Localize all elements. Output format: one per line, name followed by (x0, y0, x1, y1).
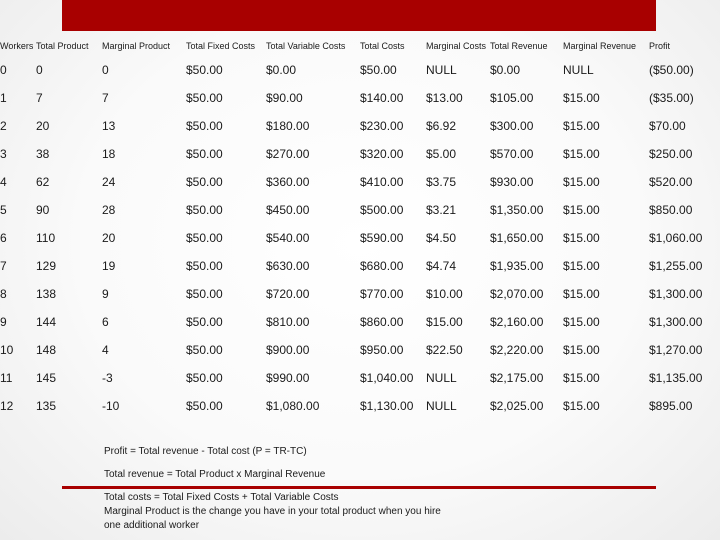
cell-total-revenue: $1,650.00 (490, 231, 544, 245)
cell-total-product: 0 (36, 63, 43, 77)
cell-total-variable-costs: $900.00 (266, 343, 310, 357)
cell-total-fixed-costs: $50.00 (186, 399, 223, 413)
cell-marginal-revenue: $15.00 (563, 259, 600, 273)
header-marginal-product: Marginal Product (102, 41, 171, 51)
cell-marginal-costs: $5.00 (426, 147, 457, 161)
cell-total-product: 145 (36, 371, 57, 385)
cell-marginal-revenue: $15.00 (563, 315, 600, 329)
production-cost-table (0, 36, 720, 420)
cell-marginal-product: 24 (102, 175, 116, 189)
cell-total-product: 38 (36, 147, 50, 161)
cell-workers: 2 (0, 119, 7, 133)
header-workers: Workers (0, 41, 34, 51)
cell-total-revenue: $2,025.00 (490, 399, 544, 413)
cell-marginal-revenue: $15.00 (563, 175, 600, 189)
note-total-costs-formula: Total costs = Total Fixed Costs + Total Variable Costs (104, 492, 339, 503)
cell-total-costs: $140.00 (360, 91, 404, 105)
cell-total-variable-costs: $360.00 (266, 175, 310, 189)
cell-total-revenue: $930.00 (490, 175, 534, 189)
cell-marginal-product: 20 (102, 231, 116, 245)
cell-total-product: 135 (36, 399, 57, 413)
cell-total-product: 110 (36, 231, 56, 245)
cell-workers: 6 (0, 231, 7, 245)
note-marginal-product-definition: Marginal Product is the change you have in your total product when you hire (104, 506, 441, 517)
cell-total-product: 7 (36, 91, 43, 105)
cell-marginal-product: 19 (102, 259, 116, 273)
cell-workers: 8 (0, 287, 7, 301)
cell-marginal-costs: $4.50 (426, 231, 457, 245)
cell-workers: 7 (0, 259, 7, 273)
cell-marginal-product: 18 (102, 147, 116, 161)
note-profit-formula: Profit = Total revenue - Total cost (P = TR-TC) (104, 446, 307, 457)
cell-total-revenue: $2,175.00 (490, 371, 544, 385)
cell-workers: 5 (0, 203, 7, 217)
table-row (0, 168, 720, 196)
cell-marginal-product: 6 (102, 315, 109, 329)
cell-workers: 0 (0, 63, 7, 77)
cell-profit: $1,300.00 (649, 287, 703, 301)
table-row (0, 364, 720, 392)
cell-profit: $1,060.00 (649, 231, 703, 245)
cell-marginal-costs: $4.74 (426, 259, 457, 273)
cell-marginal-costs: NULL (426, 371, 457, 385)
cell-total-costs: $500.00 (360, 203, 404, 217)
cell-total-revenue: $300.00 (490, 119, 534, 133)
cell-total-fixed-costs: $50.00 (186, 315, 223, 329)
cell-total-fixed-costs: $50.00 (186, 63, 223, 77)
cell-profit: $520.00 (649, 175, 693, 189)
cell-marginal-product: 4 (102, 343, 109, 357)
cell-total-variable-costs: $450.00 (266, 203, 310, 217)
cell-profit: $895.00 (649, 399, 693, 413)
cell-marginal-costs: $6.92 (426, 119, 457, 133)
note-total-revenue-formula: Total revenue = Total Product x Marginal Revenue (104, 469, 326, 480)
cell-total-variable-costs: $720.00 (266, 287, 310, 301)
cell-total-variable-costs: $1,080.00 (266, 399, 320, 413)
cell-total-product: 90 (36, 203, 50, 217)
cell-total-revenue: $570.00 (490, 147, 534, 161)
cell-marginal-product: 28 (102, 203, 116, 217)
cell-total-costs: $410.00 (360, 175, 404, 189)
cell-total-fixed-costs: $50.00 (186, 175, 223, 189)
cell-total-fixed-costs: $50.00 (186, 91, 223, 105)
header-marginal-costs: Marginal Costs (426, 41, 487, 51)
cell-marginal-revenue: $15.00 (563, 119, 600, 133)
cell-marginal-product: 0 (102, 63, 109, 77)
cell-total-product: 129 (36, 259, 57, 273)
table-row (0, 336, 720, 364)
cell-marginal-costs: $10.00 (426, 287, 463, 301)
table-row (0, 392, 720, 420)
table-row (0, 224, 720, 252)
table-header-row (0, 36, 720, 56)
cell-total-revenue: $1,350.00 (490, 203, 544, 217)
cell-workers: 10 (0, 343, 14, 357)
header-marginal-revenue: Marginal Revenue (563, 41, 637, 51)
cell-total-costs: $230.00 (360, 119, 404, 133)
table-row (0, 56, 720, 84)
cell-profit: $250.00 (649, 147, 693, 161)
cell-total-variable-costs: $540.00 (266, 231, 310, 245)
cell-profit: ($35.00) (649, 91, 694, 105)
cell-marginal-product: -3 (102, 371, 113, 385)
cell-total-product: 20 (36, 119, 50, 133)
cell-marginal-revenue: $15.00 (563, 287, 600, 301)
cell-marginal-costs: NULL (426, 399, 457, 413)
cell-total-variable-costs: $990.00 (266, 371, 310, 385)
cell-total-variable-costs: $90.00 (266, 91, 303, 105)
header-profit: Profit (649, 41, 671, 51)
cell-profit: $70.00 (649, 119, 686, 133)
header-total-fixed-costs: Total Fixed Costs (186, 41, 256, 51)
cell-total-revenue: $2,220.00 (490, 343, 544, 357)
cell-workers: 3 (0, 147, 7, 161)
cell-total-costs: $590.00 (360, 231, 404, 245)
header-total-costs: Total Costs (360, 41, 405, 51)
cell-workers: 12 (0, 399, 14, 413)
cell-profit: $1,300.00 (649, 315, 703, 329)
title-banner (62, 0, 656, 31)
cell-total-costs: $860.00 (360, 315, 404, 329)
table-body (0, 56, 720, 420)
cell-total-variable-costs: $810.00 (266, 315, 310, 329)
cell-total-variable-costs: $630.00 (266, 259, 310, 273)
cell-profit: $1,270.00 (649, 343, 703, 357)
cell-total-revenue: $1,935.00 (490, 259, 544, 273)
cell-marginal-revenue: $15.00 (563, 231, 600, 245)
cell-marginal-product: 7 (102, 91, 109, 105)
cell-total-costs: $770.00 (360, 287, 404, 301)
cell-profit: $1,135.00 (649, 371, 703, 385)
cell-total-product: 138 (36, 287, 57, 301)
cell-total-fixed-costs: $50.00 (186, 259, 223, 273)
cell-marginal-revenue: $15.00 (563, 343, 600, 357)
cell-marginal-revenue: NULL (563, 63, 594, 77)
table-row (0, 252, 720, 280)
table-row (0, 140, 720, 168)
cell-marginal-costs: $3.75 (426, 175, 457, 189)
cell-marginal-revenue: $15.00 (563, 91, 600, 105)
cell-workers: 9 (0, 315, 7, 329)
cell-total-fixed-costs: $50.00 (186, 119, 223, 133)
note-marginal-product-definition-cont: one additional worker (104, 520, 200, 531)
cell-total-revenue: $2,070.00 (490, 287, 544, 301)
cell-total-fixed-costs: $50.00 (186, 203, 223, 217)
cell-marginal-costs: $13.00 (426, 91, 463, 105)
cell-total-costs: $50.00 (360, 63, 397, 77)
cell-marginal-revenue: $15.00 (563, 203, 600, 217)
divider-rule (62, 486, 656, 489)
header-total-revenue: Total Revenue (490, 41, 548, 51)
cell-total-variable-costs: $270.00 (266, 147, 310, 161)
cell-total-costs: $320.00 (360, 147, 404, 161)
table-row (0, 84, 720, 112)
cell-profit: ($50.00) (649, 63, 694, 77)
cell-total-product: 144 (36, 315, 57, 329)
cell-marginal-revenue: $15.00 (563, 371, 600, 385)
cell-workers: 11 (0, 371, 13, 385)
cell-profit: $1,255.00 (649, 259, 703, 273)
cell-marginal-costs: NULL (426, 63, 457, 77)
cell-total-costs: $1,130.00 (360, 399, 414, 413)
cell-marginal-product: -10 (102, 399, 120, 413)
cell-total-costs: $680.00 (360, 259, 404, 273)
cell-total-costs: $1,040.00 (360, 371, 414, 385)
table-row (0, 280, 720, 308)
cell-marginal-revenue: $15.00 (563, 399, 600, 413)
cell-marginal-product: 9 (102, 287, 109, 301)
cell-total-variable-costs: $180.00 (266, 119, 310, 133)
cell-marginal-costs: $3.21 (426, 203, 457, 217)
cell-total-costs: $950.00 (360, 343, 404, 357)
table-row (0, 196, 720, 224)
cell-workers: 1 (0, 91, 7, 105)
cell-total-fixed-costs: $50.00 (186, 371, 223, 385)
cell-total-revenue: $0.00 (490, 63, 521, 77)
cell-profit: $850.00 (649, 203, 693, 217)
cell-total-revenue: $105.00 (490, 91, 534, 105)
table-row (0, 308, 720, 336)
cell-marginal-costs: $15.00 (426, 315, 463, 329)
cell-total-revenue: $2,160.00 (490, 315, 544, 329)
header-total-variable-costs: Total Variable Costs (266, 41, 346, 51)
cell-total-fixed-costs: $50.00 (186, 147, 223, 161)
cell-total-product: 148 (36, 343, 57, 357)
cell-total-fixed-costs: $50.00 (186, 343, 223, 357)
header-total-product: Total Product (36, 41, 89, 51)
cell-marginal-product: 13 (102, 119, 116, 133)
cell-total-fixed-costs: $50.00 (186, 287, 223, 301)
cell-workers: 4 (0, 175, 7, 189)
cell-marginal-revenue: $15.00 (563, 147, 600, 161)
cell-total-fixed-costs: $50.00 (186, 231, 223, 245)
cell-total-variable-costs: $0.00 (266, 63, 297, 77)
table-row (0, 112, 720, 140)
cell-marginal-costs: $22.50 (426, 343, 463, 357)
cell-total-product: 62 (36, 175, 50, 189)
